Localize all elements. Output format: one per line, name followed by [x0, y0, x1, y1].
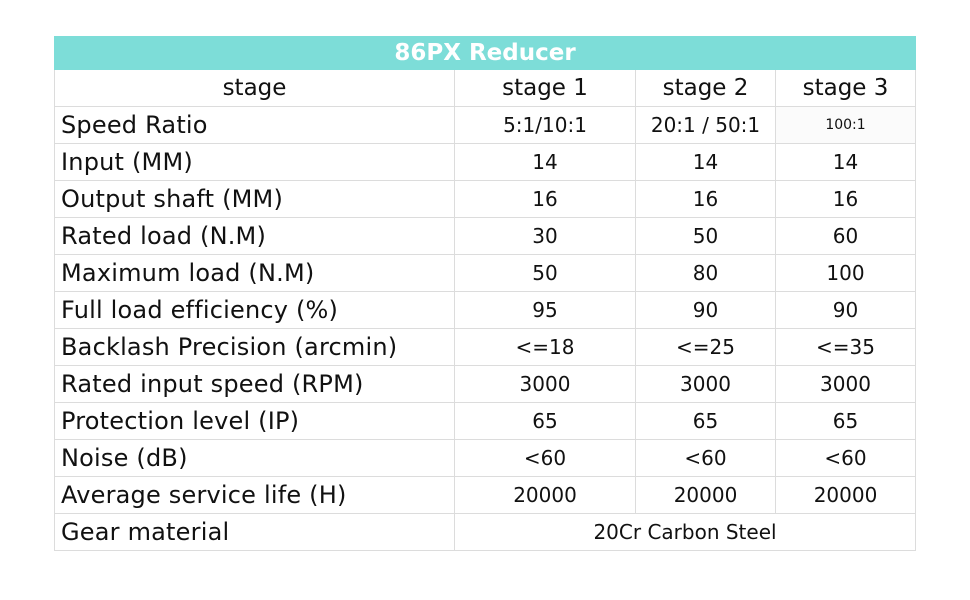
- row-label: Noise (dB): [55, 440, 455, 477]
- header-label: stage: [55, 70, 455, 107]
- row-value: 30: [455, 218, 636, 255]
- row-value: 20000: [636, 477, 776, 514]
- row-value: 16: [636, 181, 776, 218]
- row-label: Full load efficiency (%): [55, 292, 455, 329]
- row-value: 60: [776, 218, 916, 255]
- row-value: 20000: [776, 477, 916, 514]
- row-label: Speed Ratio: [55, 107, 455, 144]
- row-label: Rated input speed (RPM): [55, 366, 455, 403]
- table-row: [55, 366, 916, 403]
- row-value: 14: [455, 144, 636, 181]
- row-label: Maximum load (N.M): [55, 255, 455, 292]
- row-value: 3000: [636, 366, 776, 403]
- row-value: 90: [636, 292, 776, 329]
- row-label: Backlash Precision (arcmin): [55, 329, 455, 366]
- row-value: <=25: [636, 329, 776, 366]
- row-label: Input (MM): [55, 144, 455, 181]
- header-stage-2: stage 2: [636, 70, 776, 107]
- material-label: Gear material: [55, 514, 455, 551]
- table-row: [55, 255, 916, 292]
- row-value: <60: [455, 440, 636, 477]
- row-value: 50: [455, 255, 636, 292]
- row-label: Protection level (IP): [55, 403, 455, 440]
- table-row: [55, 144, 916, 181]
- row-value: <=18: [455, 329, 636, 366]
- row-label: Rated load (N.M): [55, 218, 455, 255]
- table-row: [55, 292, 916, 329]
- row-label: Output shaft (MM): [55, 181, 455, 218]
- row-value: 20:1 / 50:1: [636, 107, 776, 144]
- row-value: 20000: [455, 477, 636, 514]
- row-value: 14: [636, 144, 776, 181]
- row-value: 95: [455, 292, 636, 329]
- row-value: 14: [776, 144, 916, 181]
- row-value: 50: [636, 218, 776, 255]
- row-value: 5:1/10:1: [455, 107, 636, 144]
- row-value: 100:1: [776, 107, 916, 144]
- header-row: [55, 70, 916, 107]
- table-row: [55, 440, 916, 477]
- row-value: <60: [776, 440, 916, 477]
- material-value: 20Cr Carbon Steel: [455, 514, 916, 551]
- row-value: 65: [776, 403, 916, 440]
- table-title: 86PX Reducer: [55, 37, 916, 70]
- row-value: 65: [455, 403, 636, 440]
- spec-table: [54, 36, 916, 551]
- table-row: [55, 181, 916, 218]
- row-value: 80: [636, 255, 776, 292]
- row-value: 90: [776, 292, 916, 329]
- table-row: [55, 329, 916, 366]
- row-value: <60: [636, 440, 776, 477]
- table-row: [55, 477, 916, 514]
- title-row: [55, 37, 916, 70]
- row-value: 3000: [776, 366, 916, 403]
- header-stage-1: stage 1: [455, 70, 636, 107]
- table-row: [55, 218, 916, 255]
- row-value: 3000: [455, 366, 636, 403]
- table-row: [55, 107, 916, 144]
- row-label: Average service life (H): [55, 477, 455, 514]
- header-stage-3: stage 3: [776, 70, 916, 107]
- row-value: 100: [776, 255, 916, 292]
- row-value: <=35: [776, 329, 916, 366]
- row-value: 16: [776, 181, 916, 218]
- material-row: [55, 514, 916, 551]
- table-row: [55, 403, 916, 440]
- row-value: 65: [636, 403, 776, 440]
- row-value: 16: [455, 181, 636, 218]
